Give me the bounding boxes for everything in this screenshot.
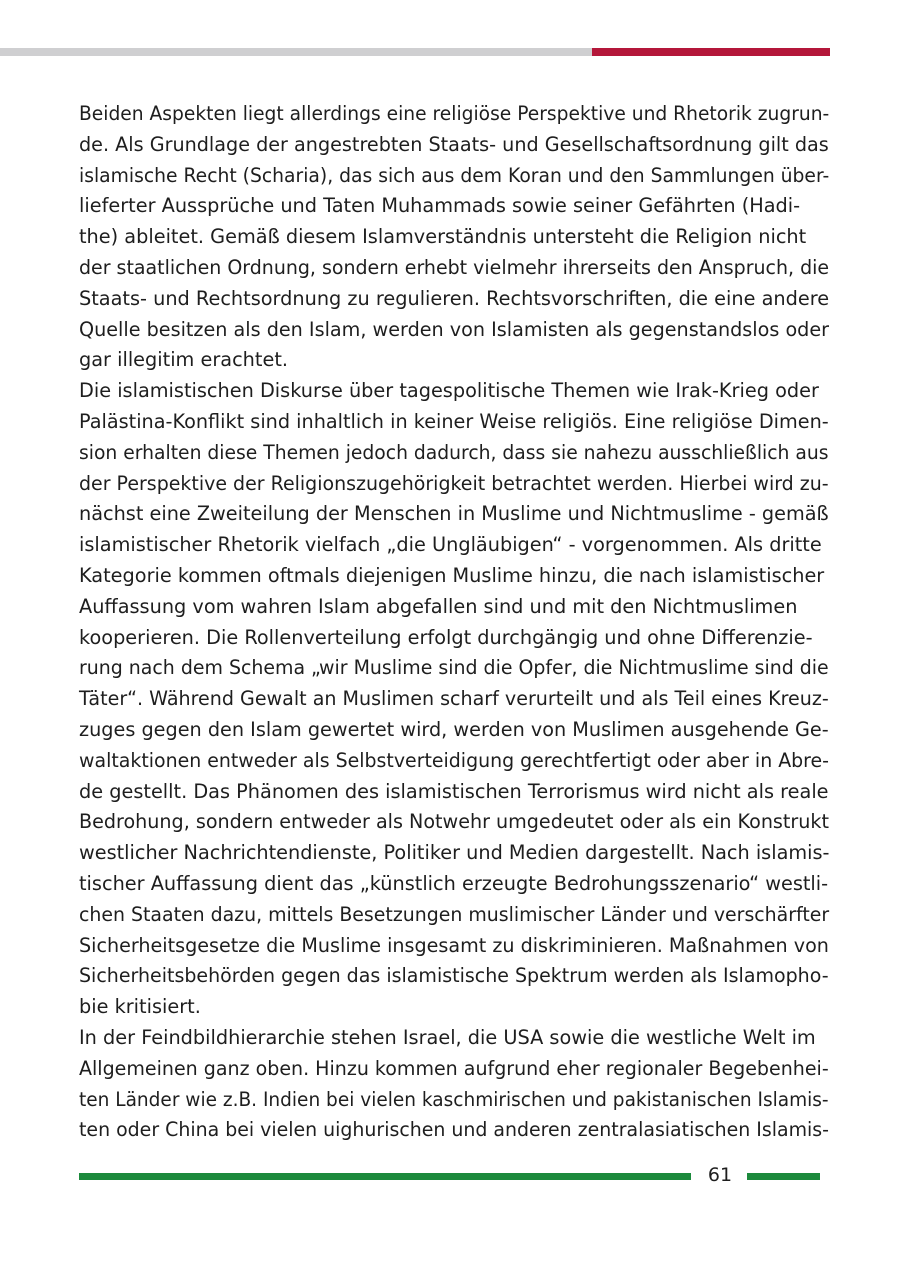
body-text-line: westlicher Nachrichtendienste, Politiker und Medien dargestellt. Nach islamis- <box>79 841 830 865</box>
body-text-line: der staatlichen Ordnung, sondern erhebt vielmehr ihrerseits den Anspruch, die <box>79 255 830 279</box>
body-text-line: Staats- und Rechtsordnung zu regulieren. Rechtsvorschriften, die eine andere <box>79 286 830 310</box>
body-text-line: der Perspektive der Religionszugehörigkeit betrachtet werden. Hierbei wird zu- <box>79 471 829 495</box>
body-text-line: chen Staaten dazu, mittels Besetzungen muslimischer Länder und verschärfter <box>79 902 830 926</box>
body-text-line: Täter“. Während Gewalt an Muslimen scharf verurteilt und als Teil eines Kreuz- <box>79 687 829 711</box>
body-text-line: Palästina-Konflikt sind inhaltlich in keiner Weise religiös. Eine religiöse Dimen- <box>79 409 829 433</box>
header-rule-red <box>592 48 830 56</box>
body-text-line: lieferter Aussprüche und Taten Muhammads sowie seiner Gefährten (Hadi- <box>79 194 801 218</box>
body-text-line: Auffassung vom wahren Islam abgefallen sind und mit den Nichtmuslimen <box>79 594 798 618</box>
body-text-line: ten oder China bei vielen uighurischen und anderen zentralasiatischen Islamis- <box>79 1118 829 1142</box>
body-text-line: ten Länder wie z.B. Indien bei vielen kaschmirischen und pakistanischen Islamis- <box>79 1087 829 1111</box>
footer-rule-right <box>747 1173 820 1180</box>
body-text-line: kooperieren. Die Rollenverteilung erfolgt durchgängig und ohne Differenzie- <box>79 625 813 649</box>
body-text-line: bie kritisiert. <box>79 995 201 1019</box>
body-text-line: de gestellt. Das Phänomen des islamistischen Terrorismus wird nicht als reale <box>79 779 829 803</box>
body-text-line: Allgemeinen ganz oben. Hinzu kommen aufgrund eher regionaler Begebenhei- <box>79 1056 829 1080</box>
body-text-line: Bedrohung, sondern entweder als Notwehr umgedeutet oder als ein Konstrukt <box>79 810 829 834</box>
body-text-line: de. Als Grundlage der angestrebten Staats- und Gesellschaftsordnung gilt das <box>79 132 829 156</box>
body-text-line: nächst eine Zweiteilung der Menschen in Muslime und Nichtmuslime - gemäß <box>79 502 829 526</box>
body-text-line: islamische Recht (Scharia), das sich aus dem Koran und den Sammlungen über- <box>79 163 830 187</box>
body-text <box>79 99 839 1146</box>
body-text-line: Sicherheitsgesetze die Muslime insgesamt zu diskriminieren. Maßnahmen von <box>79 933 829 957</box>
body-text-line: sion erhalten diese Themen jedoch dadurch, dass sie nahezu ausschließlich aus <box>79 440 829 464</box>
body-text-line: the) ableitet. Gemäß diesem Islamverständnis untersteht die Religion nicht <box>79 225 807 249</box>
body-text-line: islamistischer Rhetorik vielfach „die Ungläubigen“ - vorgenommen. Als dritte <box>79 533 822 557</box>
page-number: 61 <box>707 1164 733 1186</box>
body-text-line: Kategorie kommen oftmals diejenigen Muslime hinzu, die nach islamistischer <box>79 563 825 587</box>
body-text-line: Beiden Aspekten liegt allerdings eine religiöse Perspektive und Rhetorik zugrun- <box>79 102 830 125</box>
body-text-line: waltaktionen entweder als Selbstverteidigung gerechtfertigt oder aber in Abre- <box>79 748 830 772</box>
body-text-line: rung nach dem Schema „wir Muslime sind die Opfer, die Nichtmuslime sind die <box>79 656 829 680</box>
body-text-line: Die islamistischen Diskurse über tagespolitische Themen wie Irak-Krieg oder <box>79 379 819 403</box>
body-text-line: tischer Auffassung dient das „künstlich erzeugte Bedrohungsszenario“ westli- <box>79 871 829 895</box>
body-text-line: gar illegitim erachtet. <box>79 348 289 372</box>
header-rule-gray <box>0 48 592 56</box>
body-text-line: Quelle besitzen als den Islam, werden von Islamisten als gegenstandslos oder <box>79 317 830 341</box>
footer-rule-left <box>79 1173 691 1180</box>
body-text-line: Sicherheitsbehörden gegen das islamistische Spektrum werden als Islamopho- <box>79 964 829 988</box>
body-text-line: zuges gegen den Islam gewertet wird, werden von Muslimen ausgehende Ge- <box>79 717 829 741</box>
body-text-line: In der Feindbildhierarchie stehen Israel, die USA sowie die westliche Welt im <box>79 1025 816 1049</box>
